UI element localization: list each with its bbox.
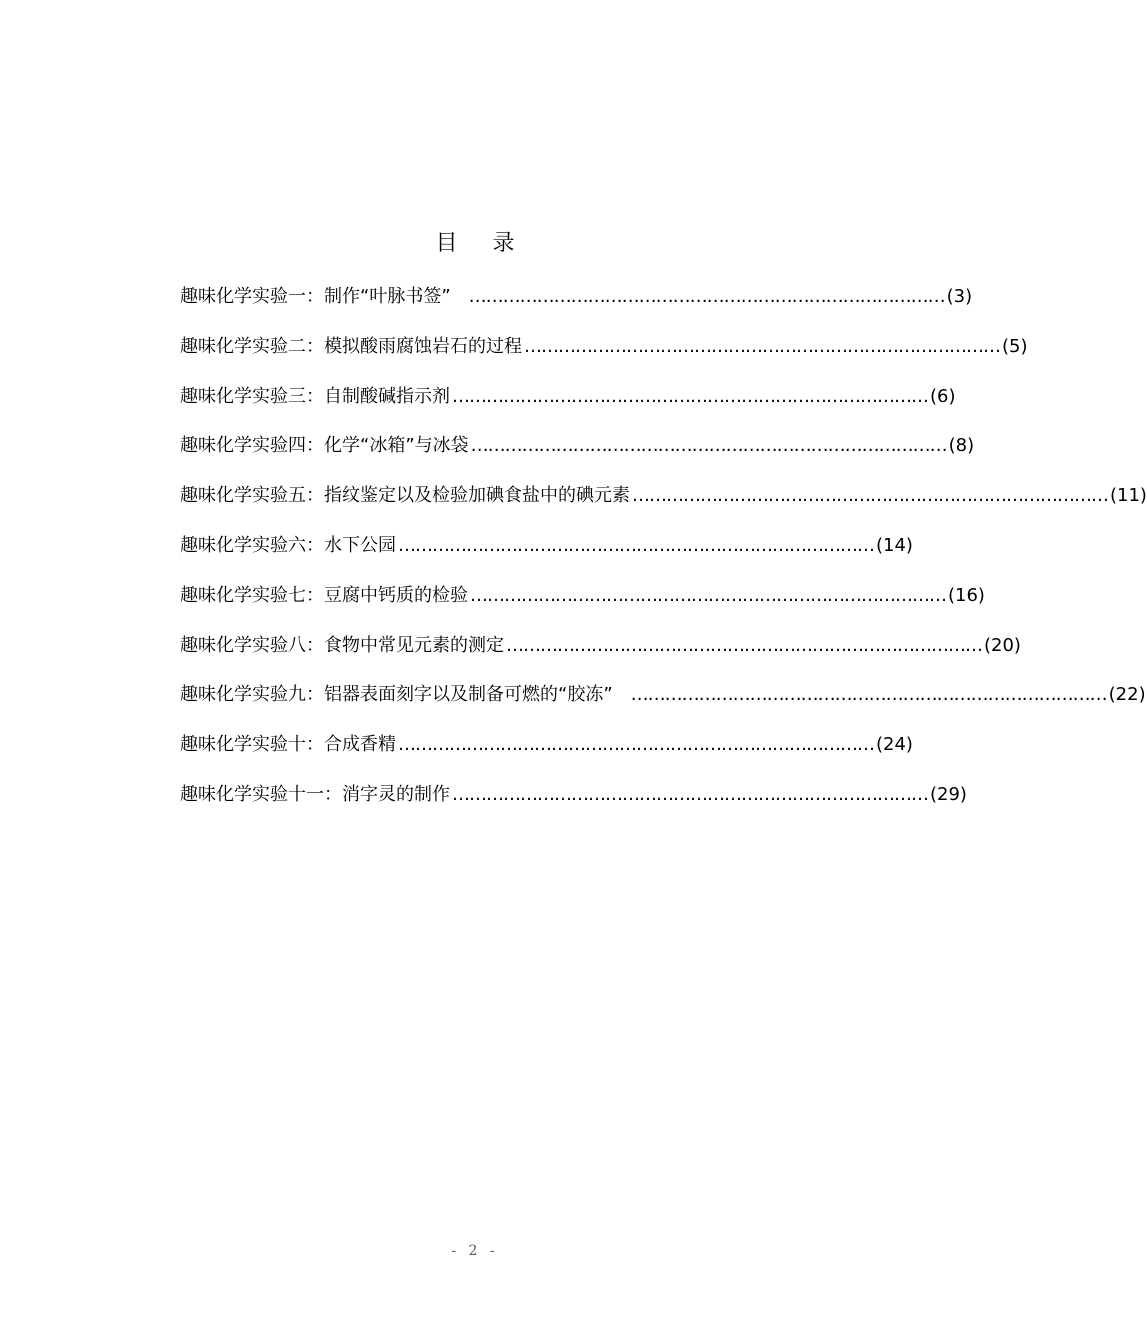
toc-item[interactable] <box>180 333 1028 383</box>
toc-leader: ………………………………………………………………………… <box>470 584 946 606</box>
toc-item-page: (6) <box>930 385 956 407</box>
toc-item-page: (8) <box>948 435 975 457</box>
toc-leader: ………………………………………………………………………… <box>470 435 947 457</box>
toc-item-title: 趣味化学实验六：水下公园 <box>180 534 396 556</box>
toc-item-page: (29) <box>930 783 967 805</box>
toc-item-page: (14) <box>876 534 913 556</box>
toc-item[interactable] <box>180 731 913 781</box>
toc-item-title: 趣味化学实验四：化学“冰箱”与冰袋 <box>180 435 469 457</box>
toc-item-title: 趣味化学实验九：铝器表面刻字以及制备可燃的“胶冻” <box>180 684 613 706</box>
page-number: - 2 - <box>451 1243 499 1259</box>
toc-item[interactable] <box>180 383 956 433</box>
toc-item[interactable] <box>180 283 973 333</box>
toc-item-title: 趣味化学实验七：豆腐中钙质的检验 <box>180 584 468 606</box>
toc-item-title: 趣味化学实验二：模拟酸雨腐蚀岩石的过程 <box>180 335 522 357</box>
toc-leader: ………………………………………………………………………… <box>524 335 1000 357</box>
toc-leader: ………………………………………………………………………… <box>506 634 982 656</box>
toc-leader: ………………………………………………………………………… <box>452 783 928 805</box>
toc-item-title: 趣味化学实验十：合成香精 <box>180 734 396 756</box>
toc-item[interactable] <box>180 482 1147 532</box>
toc-item-page: (24) <box>876 734 913 756</box>
toc-item[interactable] <box>180 632 1021 682</box>
toc-item[interactable] <box>180 681 1146 731</box>
toc-item[interactable] <box>180 532 913 582</box>
toc-item-page: (22) <box>1108 684 1146 706</box>
toc-leader: ………………………………………………………………………… <box>398 534 874 556</box>
toc-leader: ………………………………………………………………………… <box>632 485 1108 507</box>
toc-item[interactable] <box>180 582 985 632</box>
toc-leader: ………………………………………………………………………… <box>630 684 1107 706</box>
toc-leader: ………………………………………………………………………… <box>452 385 928 407</box>
toc-item-title: 趣味化学实验三：自制酸碱指示剂 <box>180 385 450 407</box>
toc-item-page: (3) <box>946 286 973 307</box>
toc-item[interactable] <box>180 781 967 831</box>
toc-item[interactable] <box>180 432 975 482</box>
toc-item-title: 趣味化学实验一：制作“叶脉书签” <box>180 286 451 307</box>
toc-leader: ………………………………………………………………………… <box>398 734 874 756</box>
toc-leader: ………………………………………………………………………… <box>468 286 945 307</box>
table-of-contents <box>180 283 1147 831</box>
toc-item-title: 趣味化学实验十一：消字灵的制作 <box>180 783 450 805</box>
toc-item-page: (20) <box>984 634 1021 656</box>
toc-item-page: (11) <box>1110 485 1147 507</box>
toc-item-page: (16) <box>948 584 985 606</box>
toc-item-page: (5) <box>1002 335 1028 357</box>
toc-item-title: 趣味化学实验八：食物中常见元素的测定 <box>180 634 504 656</box>
page-title: 目 录 <box>435 231 529 256</box>
toc-item-title: 趣味化学实验五：指纹鉴定以及检验加碘食盐中的碘元素 <box>180 485 630 507</box>
